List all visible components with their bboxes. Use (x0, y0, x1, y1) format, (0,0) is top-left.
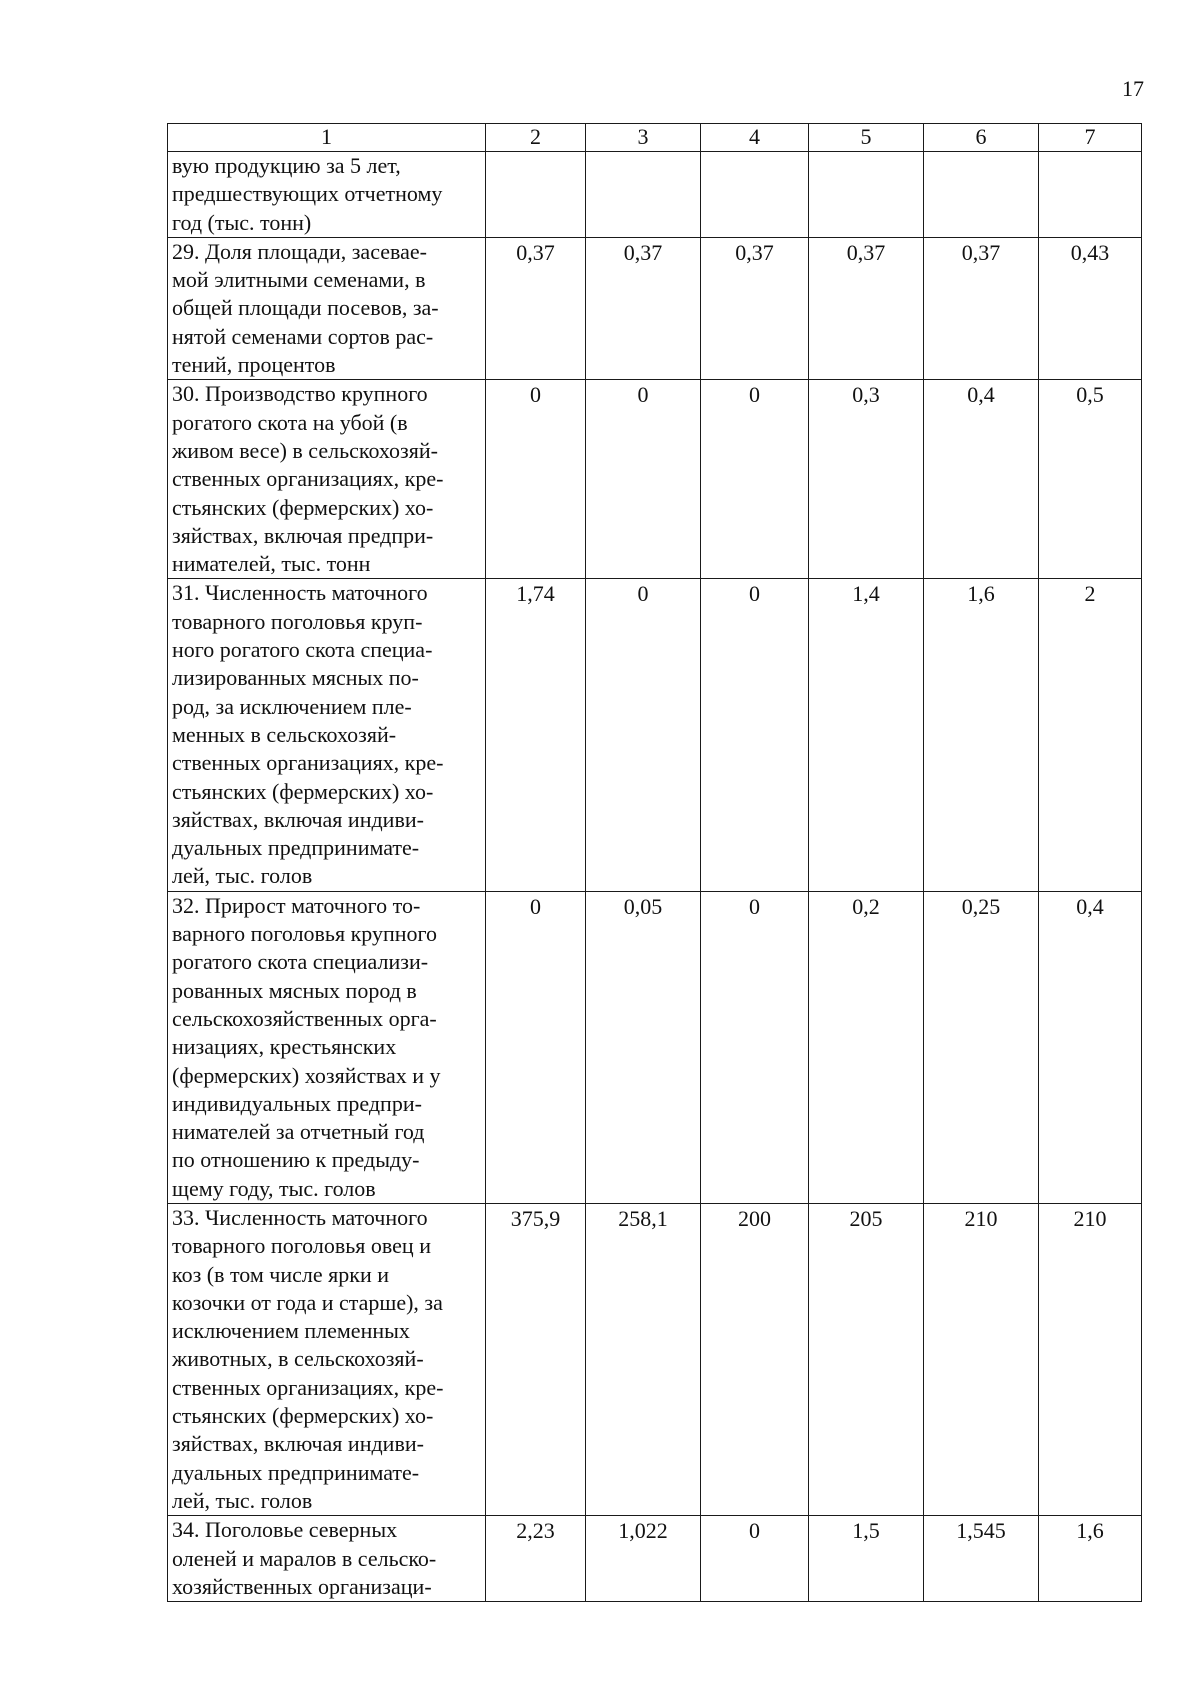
value-cell: 0 (486, 891, 586, 1203)
description-line: (фермерских) хозяйствах и у (172, 1062, 441, 1088)
value-cell: 205 (809, 1203, 924, 1515)
table-header-row (168, 124, 1142, 152)
description-line: рогатого скота на убой (в (172, 409, 408, 435)
value-cell: 210 (924, 1203, 1039, 1515)
description-line: лизированных мясных по- (172, 665, 419, 691)
value-cell (924, 152, 1039, 238)
page-number: 17 (1122, 76, 1144, 101)
description-line: зяйствах, включая предпри- (172, 522, 434, 548)
value-cell: 0,37 (486, 237, 586, 379)
table-row (168, 380, 1142, 579)
value-cell: 0 (701, 1516, 809, 1602)
description-line: хозяйственных организаци- (172, 1573, 432, 1599)
description-line: варного поголовья крупного (172, 921, 438, 947)
value-cell: 1,6 (1039, 1516, 1142, 1602)
description-line: нятой семенами сортов рас- (172, 323, 434, 349)
description-line: животных, в сельскохозяй- (172, 1346, 424, 1372)
value-cell: 0,2 (809, 891, 924, 1203)
description-line: коз (в том числе ярки и (172, 1261, 390, 1287)
description-line: стьянских (фермерских) хо- (172, 778, 434, 804)
value-cell: 0 (586, 380, 701, 579)
value-cell (701, 152, 809, 238)
value-cell: 258,1 (586, 1203, 701, 1515)
indicator-description (168, 891, 486, 1203)
description-line: рогатого скота специализи- (172, 949, 429, 975)
header-cell: 3 (586, 124, 701, 152)
table-row (168, 579, 1142, 891)
description-line: товарного поголовья овец и (172, 1233, 431, 1259)
table-row (168, 1203, 1142, 1515)
indicator-description (168, 380, 486, 579)
indicator-description (168, 1516, 486, 1602)
indicator-description (168, 152, 486, 238)
value-cell: 1,4 (809, 579, 924, 891)
description-line: товарного поголовья круп- (172, 608, 423, 634)
description-line: стьянских (фермерских) хо- (172, 494, 434, 520)
description-line: живом весе) в сельскохозяй- (172, 437, 438, 463)
description-line: ственных организациях, кре- (172, 750, 444, 776)
header-cell: 4 (701, 124, 809, 152)
value-cell: 0,5 (1039, 380, 1142, 579)
value-cell: 0,37 (586, 237, 701, 379)
description-line: 33. Численность маточного (172, 1204, 428, 1230)
header-cell: 6 (924, 124, 1039, 152)
description-line: общей площади посевов, за- (172, 295, 439, 321)
value-cell: 210 (1039, 1203, 1142, 1515)
description-line: род, за исключением пле- (172, 693, 412, 719)
description-line: 31. Численность маточного (172, 580, 428, 606)
description-line: 30. Производство крупного (172, 381, 428, 407)
description-line: дуальных предпринимате- (172, 1459, 420, 1485)
value-cell (809, 152, 924, 238)
description-line: нимателей, тыс. тонн (172, 551, 371, 577)
indicator-description (168, 237, 486, 379)
table-row (168, 891, 1142, 1203)
value-cell: 375,9 (486, 1203, 586, 1515)
description-line: год (тыс. тонн) (172, 209, 312, 235)
value-cell: 0,4 (1039, 891, 1142, 1203)
description-line: зяйствах, включая индиви- (172, 1431, 424, 1457)
indicator-description (168, 579, 486, 891)
header-cell: 7 (1039, 124, 1142, 152)
description-line: тений, процентов (172, 352, 336, 378)
description-line: предшествующих отчетному (172, 181, 443, 207)
value-cell: 0,43 (1039, 237, 1142, 379)
description-line: 29. Доля площади, засевае- (172, 238, 427, 264)
value-cell: 0 (486, 380, 586, 579)
value-cell: 0 (701, 579, 809, 891)
description-line: мой элитными семенами, в (172, 267, 426, 293)
value-cell: 1,5 (809, 1516, 924, 1602)
description-line: сельскохозяйственных орга- (172, 1005, 437, 1031)
value-cell: 2,23 (486, 1516, 586, 1602)
description-line: стьянских (фермерских) хо- (172, 1403, 434, 1429)
description-line: 34. Поголовье северных (172, 1517, 398, 1543)
description-line: ственных организациях, кре- (172, 466, 444, 492)
description-line: исключением племенных (172, 1318, 410, 1344)
value-cell (586, 152, 701, 238)
description-line: ственных организациях, кре- (172, 1374, 444, 1400)
value-cell (1039, 152, 1142, 238)
indicators-table (167, 123, 1142, 1602)
header-cell: 2 (486, 124, 586, 152)
value-cell: 1,545 (924, 1516, 1039, 1602)
table-body (168, 124, 1142, 1602)
description-line: нимателей за отчетный год (172, 1119, 425, 1145)
value-cell: 1,74 (486, 579, 586, 891)
value-cell: 1,022 (586, 1516, 701, 1602)
value-cell: 200 (701, 1203, 809, 1515)
table-row (168, 152, 1142, 238)
value-cell: 0,37 (701, 237, 809, 379)
value-cell: 0 (701, 891, 809, 1203)
description-line: низациях, крестьянских (172, 1034, 397, 1060)
header-cell: 1 (168, 124, 486, 152)
description-line: ного рогатого скота специа- (172, 637, 433, 663)
header-cell: 5 (809, 124, 924, 152)
value-cell: 0 (586, 579, 701, 891)
description-line: индивидуальных предпри- (172, 1090, 422, 1116)
description-line: лей, тыс. голов (172, 1487, 313, 1513)
table-row (168, 1516, 1142, 1602)
value-cell: 2 (1039, 579, 1142, 891)
description-line: рованных мясных пород в (172, 977, 417, 1003)
description-line: козочки от года и старше), за (172, 1289, 443, 1315)
description-line: оленей и маралов в сельско- (172, 1545, 437, 1571)
description-line: дуальных предпринимате- (172, 835, 420, 861)
table-row (168, 237, 1142, 379)
value-cell: 0,4 (924, 380, 1039, 579)
description-line: щему году, тыс. голов (172, 1175, 376, 1201)
description-line: 32. Прирост маточного то- (172, 892, 421, 918)
value-cell: 0 (701, 380, 809, 579)
value-cell (486, 152, 586, 238)
description-line: менных в сельскохозяй- (172, 721, 397, 747)
value-cell: 0,3 (809, 380, 924, 579)
description-line: по отношению к предыду- (172, 1147, 420, 1173)
value-cell: 0,37 (809, 237, 924, 379)
value-cell: 0,25 (924, 891, 1039, 1203)
indicator-description (168, 1203, 486, 1515)
description-line: лей, тыс. голов (172, 863, 313, 889)
value-cell: 0,05 (586, 891, 701, 1203)
value-cell: 0,37 (924, 237, 1039, 379)
description-line: вую продукцию за 5 лет, (172, 153, 401, 178)
description-line: зяйствах, включая индиви- (172, 806, 424, 832)
value-cell: 1,6 (924, 579, 1039, 891)
